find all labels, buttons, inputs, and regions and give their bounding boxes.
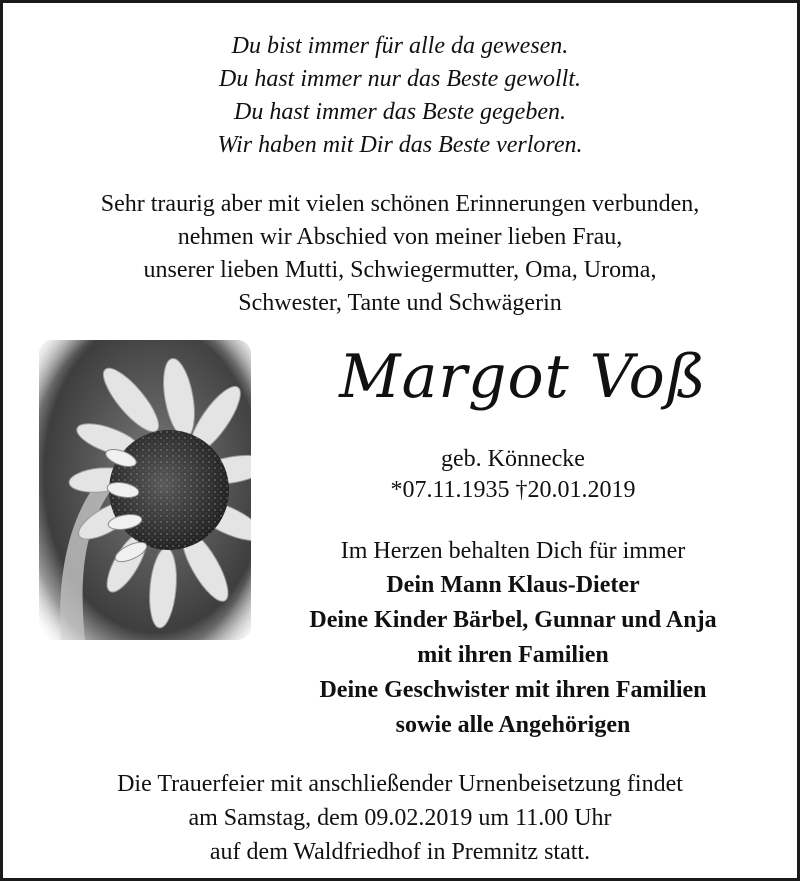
intro-line-3: unserer lieben Mutti, Schwiegermutter, Oma, Uroma,: [143, 257, 657, 283]
funeral-line-3: auf dem Waldfriedhof in Premnitz statt.: [209, 839, 591, 865]
intro-line-4: Schwester, Tante und Schwägerin: [238, 290, 562, 316]
birth-name: geb. Könnecke: [441, 446, 585, 472]
mourner-line-1: Dein Mann Klaus-Dieter: [386, 572, 640, 598]
deceased-name: Margot Voß: [339, 342, 707, 412]
life-dates: *07.11.1935 †20.01.2019: [390, 477, 636, 503]
sunflower-image: [39, 340, 251, 640]
funeral-line-2: am Samstag, dem 09.02.2019 um 11.00 Uhr: [188, 805, 612, 831]
poem-line-4: Wir haben mit Dir das Beste verloren.: [217, 132, 583, 158]
intro-line-1: Sehr traurig aber mit vielen schönen Erinnerungen verbunden,: [100, 191, 700, 217]
sunflower-icon: [39, 340, 251, 640]
mourner-line-4: Deine Geschwister mit ihren Familien: [319, 677, 707, 703]
mourner-line-2: Deine Kinder Bärbel, Gunnar und Anja: [309, 607, 717, 633]
poem-line-3: Du hast immer das Beste gegeben.: [234, 99, 566, 125]
mourner-line-5: sowie alle Angehörigen: [395, 712, 631, 738]
poem-line-2: Du hast immer nur das Beste gewollt.: [219, 66, 581, 92]
intro-line-2: nehmen wir Abschied von meiner lieben Frau,: [177, 224, 623, 250]
funeral-line-1: Die Trauerfeier mit anschließender Urnenbeisetzung findet: [117, 771, 683, 797]
mourner-line-3: mit ihren Familien: [417, 642, 609, 668]
poem-line-1: Du bist immer für alle da gewesen.: [231, 33, 569, 59]
mourners-intro: Im Herzen behalten Dich für immer: [340, 538, 686, 564]
